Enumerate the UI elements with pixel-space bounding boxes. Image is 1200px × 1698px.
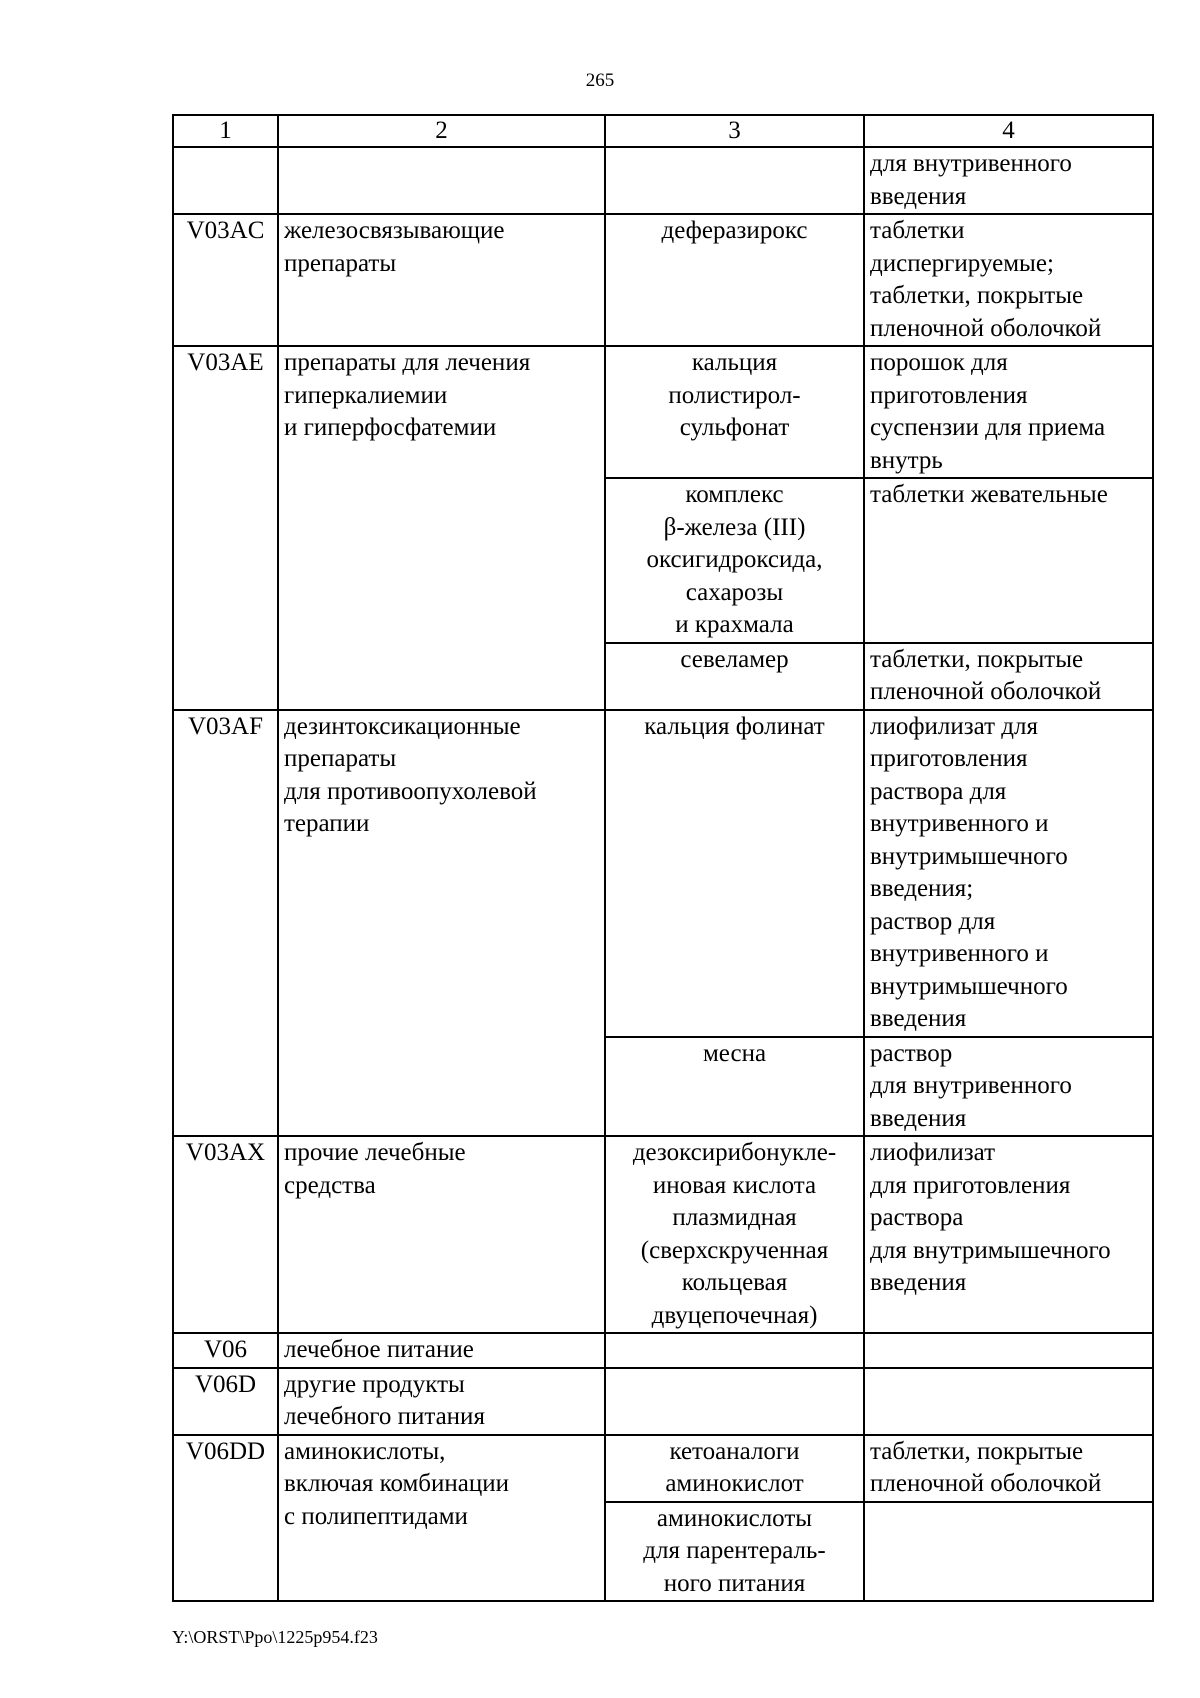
substance-cell: аминокислоты для парентераль- ного питания [605, 1502, 864, 1602]
header-cell-4: 4 [864, 115, 1153, 147]
group-cell: аминокислоты, включая комбинации с полипептидами [278, 1435, 605, 1602]
group-cell: прочие лечебные средства [278, 1136, 605, 1333]
code-cell: V03AE [173, 346, 278, 710]
code-cell [173, 147, 278, 214]
code-cell: V06D [173, 1368, 278, 1435]
table-row [173, 710, 1153, 1037]
form-cell [864, 1333, 1153, 1368]
page-number: 265 [585, 70, 615, 91]
code-cell: V03AC [173, 214, 278, 346]
header-cell-1: 1 [173, 115, 278, 147]
form-cell [864, 1502, 1153, 1602]
table-header-row [173, 115, 1153, 147]
code-cell: V03AX [173, 1136, 278, 1333]
substance-cell: дезоксирибонукле- иновая кислота плазмидная (сверхскрученная кольцевая двуцепочечная) [605, 1136, 864, 1333]
footer-file-path: Y:\ORST\Ppo\1225p954.f23 [172, 1627, 378, 1647]
code-cell: V06DD [173, 1435, 278, 1602]
form-cell: таблетки, покрытые пленочной оболочкой [864, 1435, 1153, 1502]
substance-cell [605, 147, 864, 214]
substance-cell [605, 1333, 864, 1368]
code-cell: V03AF [173, 710, 278, 1137]
substance-cell: кетоаналоги аминокислот [605, 1435, 864, 1502]
substance-cell: кальция фолинат [605, 710, 864, 1037]
group-cell: препараты для лечения гиперкалиемии и гиперфосфатемии [278, 346, 605, 710]
substance-cell: деферазирокс [605, 214, 864, 346]
form-cell: лиофилизат для приготовления раствора для внутримышечного введения [864, 1136, 1153, 1333]
substance-cell: месна [605, 1037, 864, 1137]
form-cell: порошок для приготовления суспензии для приема внутрь [864, 346, 1153, 478]
substance-cell: комплекс β-железа (III) оксигидроксида, сахарозы и крахмала [605, 478, 864, 643]
form-cell: таблетки диспергируемые; таблетки, покрытые пленочной оболочкой [864, 214, 1153, 346]
form-cell: для внутривенного введения [864, 147, 1153, 214]
group-cell: дезинтоксикационные препараты для противоопухолевой терапии [278, 710, 605, 1137]
substance-cell [605, 1368, 864, 1435]
group-cell: другие продукты лечебного питания [278, 1368, 605, 1435]
substance-cell: севеламер [605, 643, 864, 710]
table-row [173, 1333, 1153, 1368]
table-row [173, 346, 1153, 478]
drug-table [172, 114, 1154, 1602]
form-cell: таблетки, покрытые пленочной оболочкой [864, 643, 1153, 710]
table-row [173, 214, 1153, 346]
header-cell-3: 3 [605, 115, 864, 147]
code-cell: V06 [173, 1333, 278, 1368]
form-cell: раствор для внутривенного введения [864, 1037, 1153, 1137]
table-row [173, 147, 1153, 214]
form-cell: таблетки жевательные [864, 478, 1153, 643]
form-cell: лиофилизат для приготовления раствора для внутривенного и внутримышечного введения; раствор для внутривенного и внутримышечного введения [864, 710, 1153, 1037]
group-cell: лечебное питание [278, 1333, 605, 1368]
header-cell-2: 2 [278, 115, 605, 147]
group-cell [278, 147, 605, 214]
form-cell [864, 1368, 1153, 1435]
table-row [173, 1435, 1153, 1502]
table-row [173, 1136, 1153, 1333]
group-cell: железосвязывающие препараты [278, 214, 605, 346]
substance-cell: кальция полистирол- сульфонат [605, 346, 864, 478]
table-row [173, 1368, 1153, 1435]
